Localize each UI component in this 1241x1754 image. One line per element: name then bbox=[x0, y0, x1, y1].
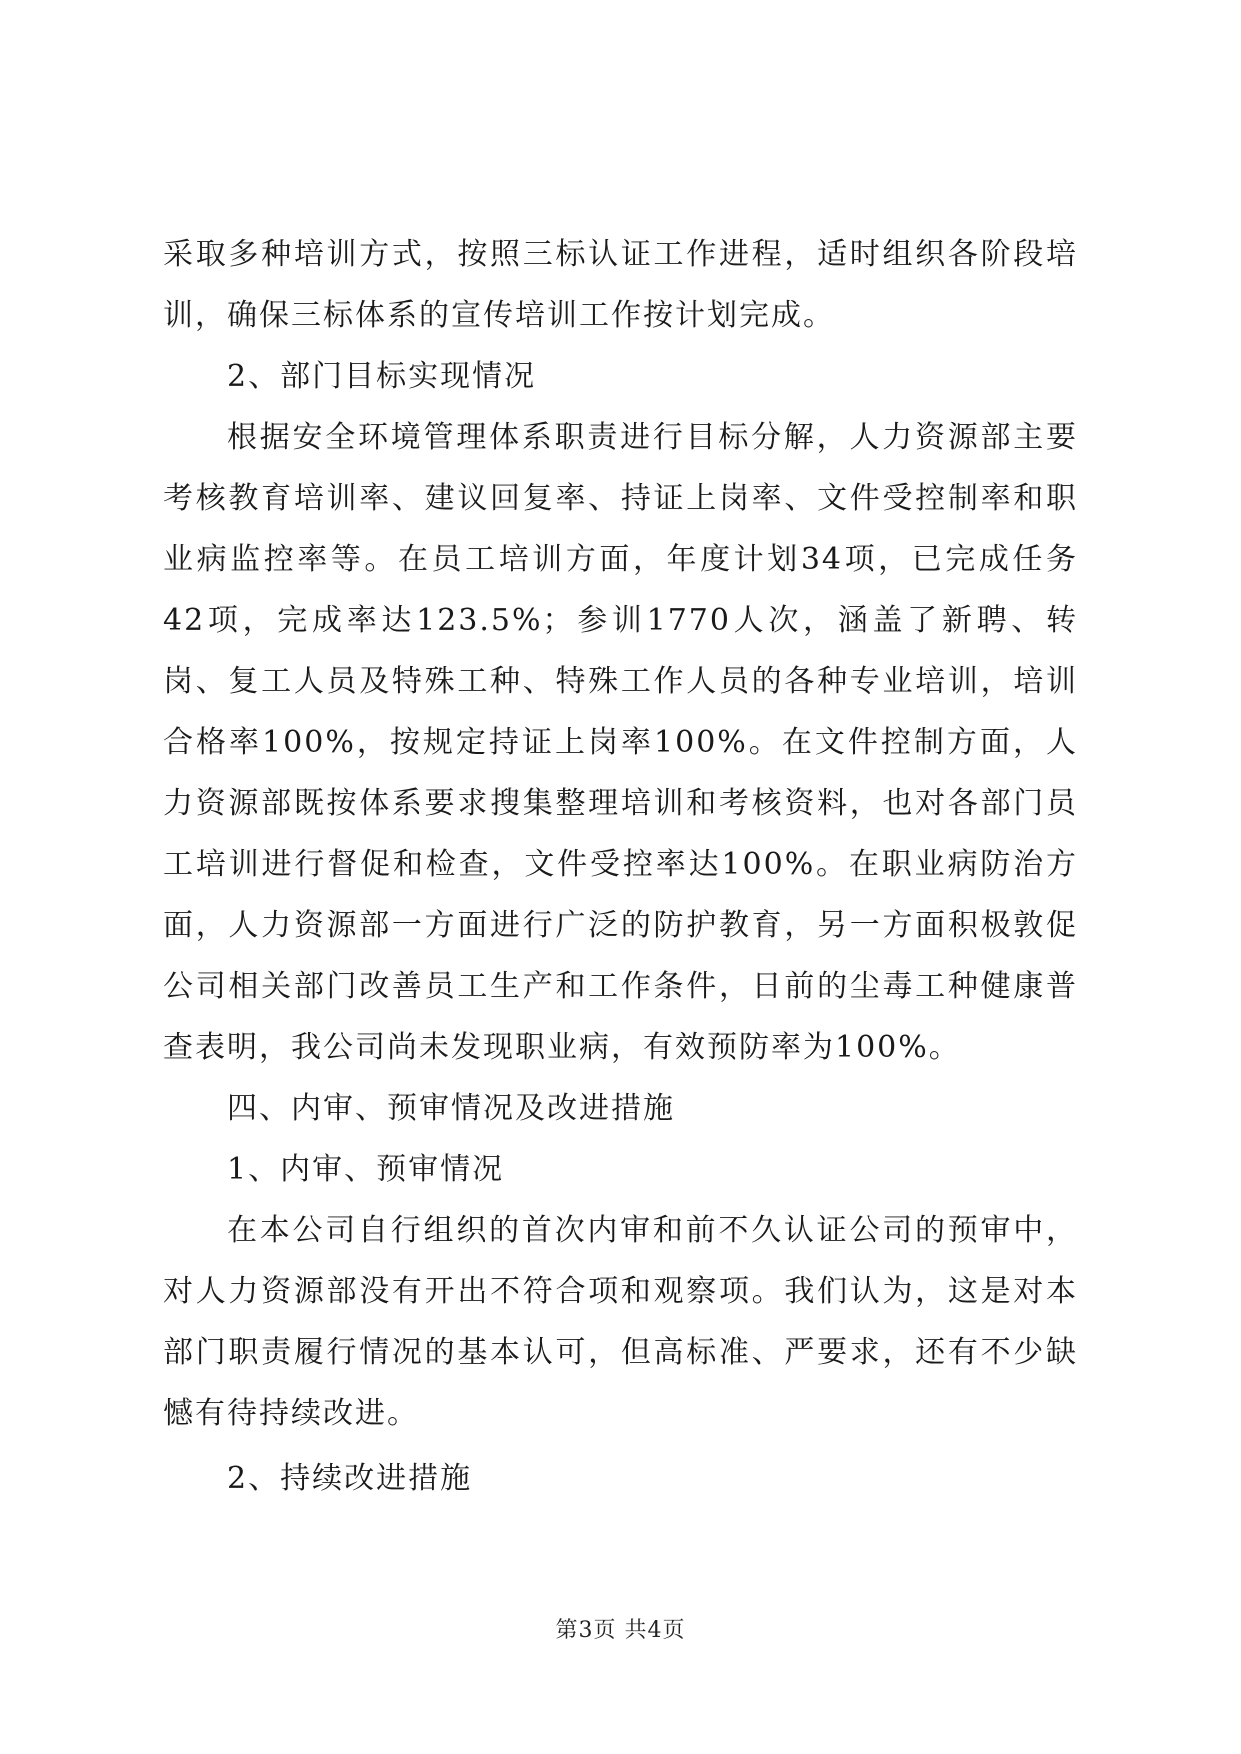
heading-improvement-measures: 2、持续改进措施 bbox=[227, 1461, 473, 1496]
paragraph-goal-breakdown: 根据安全环境管理体系职责进行目标分解，人力资源部主要考核教育培训率、建议回复率、持证上岗率、文件受控制率和职业病监控率等。在员工培训方面，年度计划34项，已完成任务42项，完成率达123.5%；参训1770人次，涵盖了新聘、转岗、复工人员及特殊工种、特殊工作人员的各种专业培训，培训合格率100%，按规定持证上岗率100%。在文件控制方面，人力资源部既按体系要求搜集整理培训和考核资料，也对各部门员工培训进行督促和检查，文件受控率达100%。在职业病防治方面，人力资源部一方面进行广泛的防护教育，另一方面积极敦促公司相关部门改善员工生产和工作条件，日前的尘毒工种健康普查表明，我公司尚未发现职业病，有效预防率为100%。 bbox=[163, 420, 1078, 1065]
paragraph-audit-results: 在本公司自行组织的首次内审和前不久认证公司的预审中，对人力资源部没有开出不符合项和观察项。我们认为，这是对本部门职责履行情况的基本认可，但高标准、严要求，还有不少缺憾有待持续改进。 bbox=[163, 1213, 1078, 1431]
page-number-footer: 第3页 共4页 bbox=[555, 1618, 686, 1643]
document-body bbox=[163, 224, 1078, 1509]
heading-audit-status: 1、内审、预审情况 bbox=[227, 1152, 505, 1187]
heading-department-goals: 2、部门目标实现情况 bbox=[227, 359, 537, 394]
heading-audit-section: 四、内审、预审情况及改进措施 bbox=[227, 1091, 675, 1126]
paragraph-training-methods: 采取多种培训方式，按照三标认证工作进程，适时组织各阶段培训，确保三标体系的宣传培训工作按计划完成。 bbox=[163, 237, 1078, 333]
